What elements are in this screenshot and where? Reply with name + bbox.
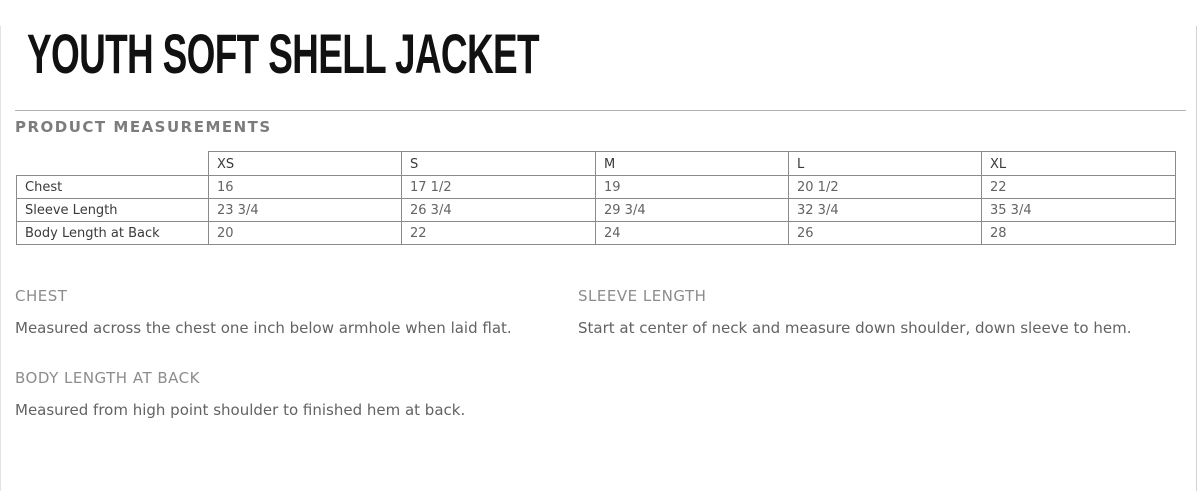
column-header-l: L	[789, 152, 982, 176]
cell-chest-xl: 22	[982, 176, 1176, 199]
table-row-body-length	[17, 222, 1176, 245]
size-table	[16, 151, 1176, 245]
cell-chest-l: 20 1/2	[789, 176, 982, 199]
corner-cell	[17, 152, 209, 176]
cell-sleeve-m: 29 3/4	[596, 199, 789, 222]
column-header-xs: XS	[209, 152, 402, 176]
sleeve-length-definition-text: Start at center of neck and measure down shoulder, down sleeve to hem.	[578, 319, 1132, 337]
column-header-m: M	[596, 152, 789, 176]
cell-chest-xs: 16	[209, 176, 402, 199]
cell-body-s: 22	[402, 222, 596, 245]
cell-body-l: 26	[789, 222, 982, 245]
sleeve-length-definition	[578, 286, 1138, 342]
size-table-header-row	[17, 152, 1176, 176]
body-length-definition-heading: BODY LENGTH AT BACK	[15, 369, 200, 387]
sleeve-length-definition-heading: SLEEVE LENGTH	[578, 287, 707, 305]
row-label-chest: Chest	[17, 176, 209, 199]
table-row-chest	[17, 176, 1176, 199]
cell-sleeve-xs: 23 3/4	[209, 199, 402, 222]
chest-definition-text: Measured across the chest one inch below armhole when laid flat.	[15, 319, 512, 337]
cell-chest-s: 17 1/2	[402, 176, 596, 199]
page-title-wrap	[27, 22, 1186, 85]
column-header-xl: XL	[982, 152, 1176, 176]
product-measurements-heading: PRODUCT MEASUREMENTS	[15, 118, 272, 136]
divider-rule	[15, 110, 1186, 111]
cell-sleeve-l: 32 3/4	[789, 199, 982, 222]
size-chart-page	[0, 22, 1197, 491]
cell-body-xl: 28	[982, 222, 1176, 245]
chest-definition-heading: CHEST	[15, 287, 68, 305]
body-length-definition	[15, 368, 578, 424]
column-header-s: S	[402, 152, 596, 176]
cell-sleeve-xl: 35 3/4	[982, 199, 1176, 222]
cell-body-xs: 20	[209, 222, 402, 245]
body-length-definition-text: Measured from high point shoulder to finished hem at back.	[15, 401, 466, 419]
chest-definition	[15, 286, 578, 342]
table-row-sleeve-length	[17, 199, 1176, 222]
definitions-row	[15, 286, 1186, 342]
cell-body-m: 24	[596, 222, 789, 245]
cell-sleeve-s: 26 3/4	[402, 199, 596, 222]
row-label-body-length: Body Length at Back	[17, 222, 209, 245]
cell-chest-m: 19	[596, 176, 789, 199]
page-title: YOUTH SOFT SHELL JACKET	[27, 22, 539, 85]
row-label-sleeve-length: Sleeve Length	[17, 199, 209, 222]
